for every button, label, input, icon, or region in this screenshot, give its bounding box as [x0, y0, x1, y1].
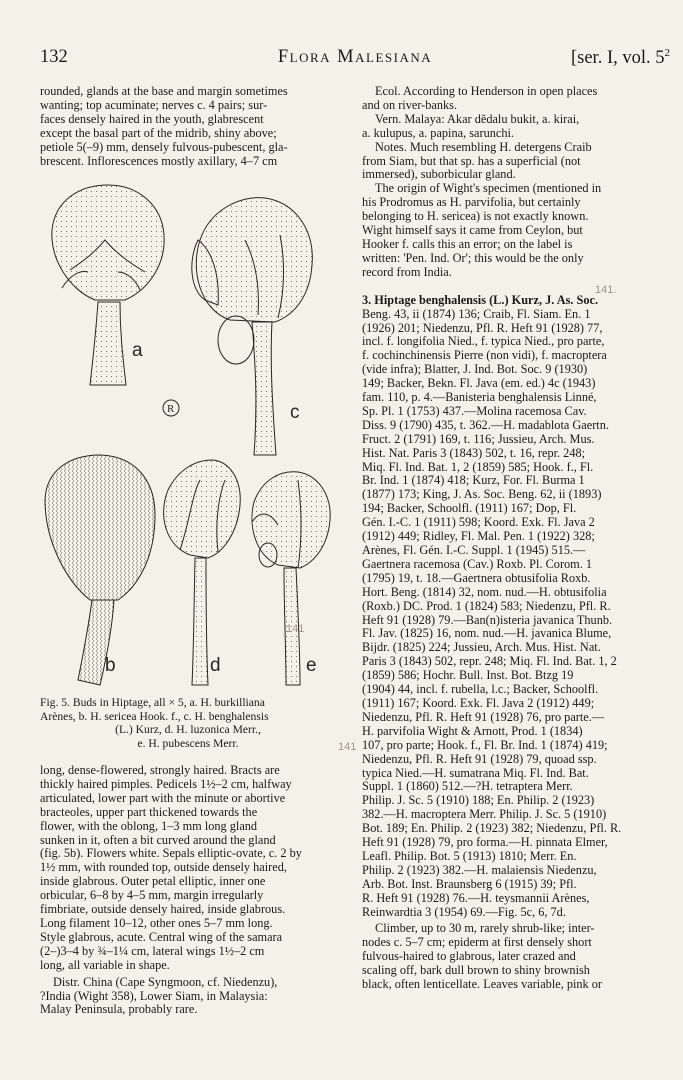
species-line: Arb. Bot. Inst. Braunsberg 6 (1915) 39; Pfl.	[362, 876, 577, 891]
bud-d-drawing	[164, 460, 241, 685]
svg-text:R: R	[167, 403, 175, 415]
publisher-logo	[163, 400, 179, 416]
species-line: Reinwardtia 3 (1954) 69.—Fig. 5c, 6, 7d.	[362, 904, 566, 919]
text-line: thickly haired pimples. Pedicels 1½–2 cm, halfway	[40, 776, 292, 791]
species-line: Suppl. 1 (1860) 512.—?H. tetraptera Merr.	[362, 779, 573, 794]
species-line: Br. Ind. 1 (1874) 418; Kurz, For. Fl. Burma 1	[362, 473, 585, 488]
figure-label-b: b	[105, 655, 116, 676]
text-line: flower, with the oblong, 1–3 mm long gland	[40, 818, 258, 833]
text-line: faces densely haired in the youth, glabrescent	[40, 111, 264, 126]
pencil-annotation: 141	[338, 741, 357, 753]
caption-line: Arènes, b. H. sericea Hook. f., c. H. benghalensis	[40, 709, 269, 723]
bud-illustrations	[40, 180, 336, 692]
caption-line: Fig. 5. Buds in Hiptage, all × 5, a. H. burkilliana	[40, 696, 265, 709]
species-line: 149; Backer, Bekn. Fl. Java (em. ed.) 4c (1943)	[362, 376, 596, 391]
species-line: Sp. Pl. 1 (1753) 437.—Molina racemosa Cav.	[362, 403, 587, 418]
text-line: long, dense-flowered, strongly haired. Bracts are	[40, 763, 280, 777]
species-line: (1912) 449; Ridley, Fl. Mal. Pen. 1 (1922) 328;	[362, 529, 595, 544]
species-line: Gaertnera racemosa (Cav.) Roxb. Pl. Corom. 1	[362, 556, 593, 571]
species-line: Beng. 43, ii (1874) 136; Craib, Fl. Siam. En. 1	[362, 306, 591, 321]
pencil-annotation: 141.	[595, 284, 617, 296]
description-line: Climber, up to 30 m, rarely shrub-like; inter-	[375, 921, 595, 936]
species-line: incl. f. longifolia Nied., f. typica Nied., pro parte,	[362, 334, 605, 349]
figure-label-d: d	[210, 655, 221, 676]
species-line: Philip. 2 (1923) 382.—H. malaiensis Niedenzu,	[362, 862, 597, 877]
description-line: nodes c. 5–7 cm; epiderm at first densely short	[362, 935, 592, 950]
vernacular-line: Vern. Malaya: Akar dĕdalu bukit, a. kirai,	[375, 111, 580, 126]
species-line: Miq. Fl. Ind. Bat. 1, 2 (1859) 585; Hook. f., Fl.	[362, 459, 594, 474]
figure-buds	[40, 180, 336, 692]
text-line: articulated, lower part with the minute or abortive	[40, 790, 286, 805]
page-number: 132	[40, 47, 68, 67]
species-line: (1904) 44, incl. f. rubella, l.c.; Backer, Schoolfl.	[362, 682, 599, 697]
text-line: Long filament 10–12, other ones 5–7 mm long.	[40, 915, 273, 930]
page-header	[40, 47, 670, 71]
bud-a-drawing	[52, 185, 164, 385]
origin-line: record from India.	[362, 264, 452, 279]
vernacular-line: a. kulupus, a. papina, sarunchi.	[362, 125, 514, 140]
text-line: wanting; top acuminate; nerves c. 4 pairs; sur-	[40, 97, 268, 112]
text-line: (fig. 5b). Flowers white. Sepals elliptic-ovate, c. 2 by	[40, 846, 302, 861]
species-line: 382.—H. macroptera Merr. Philip. J. Sc. 5 (1910)	[362, 807, 607, 822]
description-line: fulvous-haired to glabrous, later crazed and	[362, 949, 576, 964]
left-column-top	[40, 85, 336, 168]
running-title: Flora Malesiana	[277, 47, 433, 67]
species-line: Heft 91 (1928) 79, pro forma.—H. pinnata Elmer,	[362, 835, 608, 850]
right-column	[362, 85, 670, 992]
ecology-line: Ecol. According to Henderson in open places	[375, 84, 598, 98]
notes-line: immersed), suborbicular gland.	[362, 167, 516, 182]
species-line: (vide infra); Blatter, J. Ind. Bot. Soc. 9 (1930)	[362, 362, 588, 377]
figure-caption	[40, 696, 336, 750]
text-line: inside glabrous. Outer petal elliptic, inner one	[40, 874, 266, 889]
origin-line: Hooker f. calls this an error; on the label is	[362, 236, 573, 251]
text-line: rounded, glands at the base and margin sometimes	[40, 84, 288, 98]
species-line: Niedenzu, Pfl. R. Heft 91 (1928) 79, quoad ssp.	[362, 751, 597, 766]
species-line: Hort. Beng. (1814) 32, nom. nud.—H. obtusifolia	[362, 584, 607, 599]
species-line: (1795) 19, t. 18.—Gaertnera obtusifolia Roxb.	[362, 570, 591, 585]
species-line: (1911) 167; Koord. Exk. Fl. Java 2 (1912) 449;	[362, 695, 595, 710]
text-line: (2–)3–4 by ¾–1¼ cm, lateral wings 1½–2 cm	[40, 943, 265, 958]
distribution-line: ?India (Wight 358), Lower Siam, in Malaysia:	[40, 988, 268, 1003]
text-line: 1½ mm, with rounded top, outside densely haired,	[40, 860, 287, 875]
origin-line: The origin of Wight's specimen (mentioned in	[375, 181, 602, 196]
species-line: H. parvifolia Wight & Arnott, Prod. 1 (1834)	[362, 723, 583, 738]
text-line: fimbriate, outside densely haired, inside glabrous.	[40, 902, 286, 917]
distribution-line: Malay Peninsula, probably rare.	[40, 1002, 198, 1017]
text-line: petiole 5(–9) mm, densely fulvous-pubescent, gla-	[40, 139, 288, 154]
species-line: Hist. Nat. Paris 3 (1843) 502, t. 16, repr. 248;	[362, 445, 586, 460]
species-line: Bot. 189; En. Philip. 2 (1923) 382; Niedenzu, Pfl. R.	[362, 821, 622, 836]
species-line: Heft 91 (1928) 79.—Ban(n)isteria javanica Thunb.	[362, 612, 613, 627]
species-line: fam. 110, p. 4.—Banisteria benghalensis Linné,	[362, 390, 597, 405]
origin-line: his Prodromus as H. parvifolia, but certainly	[362, 195, 581, 210]
species-line: Gén. I.-C. 1 (1911) 598; Koord. Exk. Fl. Java 2	[362, 515, 595, 530]
species-line: Fl. Jav. (1825) 16, nom. nud.—H. javanica Blume,	[362, 626, 612, 641]
bud-e-drawing	[252, 472, 330, 685]
species-line: Leafl. Philip. Bot. 5 (1913) 1810; Merr. En.	[362, 848, 577, 863]
left-column-bottom	[40, 764, 336, 1017]
species-line: (1926) 201; Niedenzu, Pfl. R. Heft 91 (1928) 77,	[362, 320, 603, 335]
species-line: Arènes, Fl. Gén. I.-C. Suppl. 1 (1945) 515.—	[362, 543, 586, 557]
distribution-line: Distr. China (Cape Syngmoon, cf. Niedenzu),	[53, 974, 278, 989]
description-line: scaling off, bark dull brown to shiny brownish	[362, 963, 590, 978]
text-line: Style glabrous, acute. Central wing of the samara	[40, 929, 283, 944]
species-line: (1877) 173; King, J. As. Soc. Beng. 62, ii (1893)	[362, 487, 602, 502]
caption-line: (L.) Kurz, d. H. luzonica Merr.,	[115, 723, 261, 737]
text-line: orbicular, 6–8 by 4–5 mm, margin irregularly	[40, 888, 264, 903]
species-line: Fruct. 2 (1791) 169, t. 116; Jussieu, Arch. Mus.	[362, 431, 595, 446]
species-line: f. cochinchinensis Pierre (non vidi), f. macroptera	[362, 348, 607, 363]
species-line: Diss. 9 (1790) 435, t. 362.—H. madablota Gaertn.	[362, 417, 609, 432]
text-line: sunken in it, often a bit curved around the gland	[40, 832, 276, 847]
figure-label-e: e	[306, 655, 317, 676]
description-line: black, often lenticellate. Leaves variable, pink or	[362, 977, 603, 992]
text-line: long, all variable in shape.	[40, 957, 170, 972]
pencil-annotation: 141	[286, 623, 305, 635]
species-line: typica Nied.—H. sumatrana Miq. Fl. Ind. Bat.	[362, 765, 589, 780]
species-line: 107, pro parte; Hook. f., Fl. Br. Ind. 1 (1874) 419;	[362, 737, 608, 752]
caption-line: e. H. pubescens Merr.	[137, 736, 239, 750]
text-line: brescent. Inflorescences mostly axillary, 4–7 cm	[40, 153, 278, 168]
figure-label-a: a	[132, 340, 143, 361]
notes-line: Notes. Much resembling H. detergens Craib	[375, 139, 592, 154]
ecology-line: and on river-banks.	[362, 97, 458, 112]
species-line: 194; Backer, Schoolfl. (1911) 167; Dop, Fl.	[362, 501, 577, 516]
species-line: Bijdr. (1825) 224; Jussieu, Arch. Mus. Hist. Nat.	[362, 640, 601, 655]
species-heading: 3. Hiptage benghalensis (L.) Kurz, J. As. Soc.	[362, 292, 599, 307]
series-volume: [ser. I, vol. $5^2$	[570, 47, 670, 69]
species-line: (Roxb.) DC. Prod. 1 (1824) 583; Niedenzu, Pfl. R.	[362, 598, 611, 613]
species-line: R. Heft 91 (1928) 76.—H. teysmannii Arènes,	[362, 890, 590, 905]
origin-line: Wight himself says it came from Ceylon, but	[362, 223, 583, 238]
origin-line: belonging to H. sericea) is not exactly known.	[362, 209, 589, 224]
species-line: Niedenzu, Pfl. R. Heft 91 (1928) 76, pro parte.—	[362, 709, 605, 724]
origin-line: written: 'Pen. Ind. Or'; this would be the only	[362, 250, 584, 265]
species-line: Philip. J. Sc. 5 (1910) 188; En. Philip. 2 (1923)	[362, 793, 595, 808]
text-line: bracteoles, upper part thickened towards the	[40, 804, 258, 819]
species-line: Paris 3 (1843) 502, repr. 248; Miq. Fl. Ind. Bat. 1, 2	[362, 654, 617, 669]
figure-label-c: c	[290, 402, 300, 423]
text-line: except the basal part of the midrib, shiny above;	[40, 125, 277, 140]
species-line: (1859) 586; Hochr. Bull. Inst. Bot. Btzg 19	[362, 668, 574, 683]
notes-line: from Siam, but that sp. has a superficial (not	[362, 153, 581, 168]
bud-b-drawing	[45, 455, 155, 685]
